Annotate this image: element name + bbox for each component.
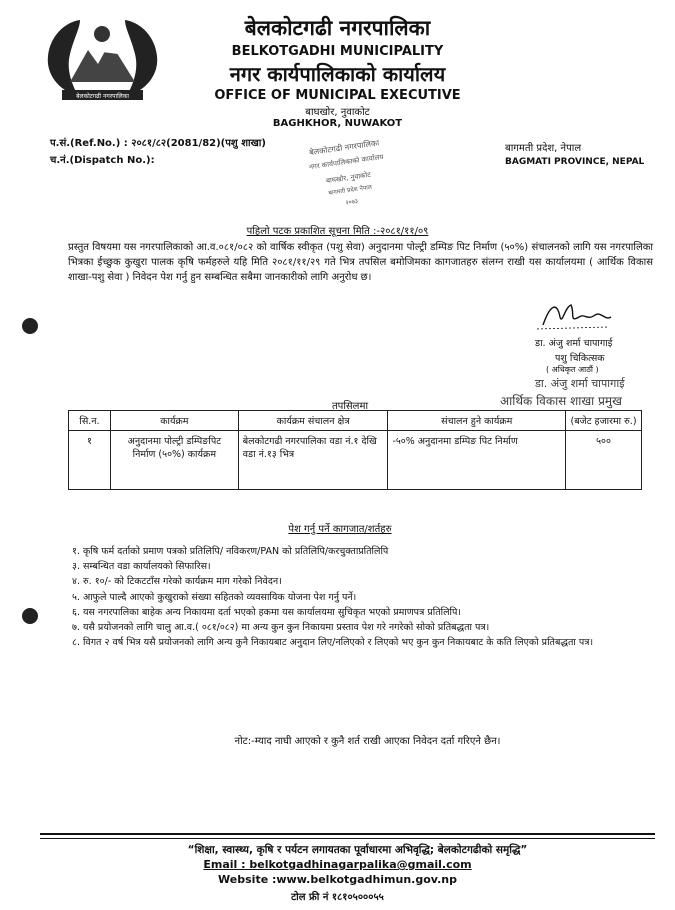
table-row <box>69 431 642 490</box>
handwritten-signature <box>535 295 615 335</box>
header-program: कार्यक्रम <box>110 411 238 431</box>
punch-hole-top <box>22 318 38 334</box>
office-name-np: नगर कार्यपालिकाको कार्यालय <box>229 62 446 86</box>
cell-serial: १ <box>69 431 111 490</box>
ref-label: प.सं.(Ref.No.) : <box>50 138 128 149</box>
header-activity: संचालन हुने कार्यक्रम <box>388 411 566 431</box>
office-name-en: OFFICE OF MUNICIPAL EXECUTIVE <box>214 88 461 103</box>
municipality-emblem <box>40 12 165 107</box>
list-item: १. कृषि फर्म दर्ताको प्रमाण पत्रको प्रतिलिपि/ नविकरण/PAN को प्रतिलिपि/करचुक्ताप्रतिलिपि <box>72 546 389 557</box>
municipality-name-en: BELKOTGADHI MUNICIPALITY <box>231 44 444 59</box>
stamp-line-3: बाघखोर, नुवाकोट <box>325 170 372 186</box>
stamp-line-5: २०७३ <box>345 197 359 207</box>
municipality-name-np: बेलकोटगढी नगरपालिका <box>244 16 431 40</box>
address-np: बाघखोर, नुवाकोट <box>305 107 370 118</box>
province-en: BAGMATI PROVINCE, NEPAL <box>505 157 645 167</box>
schedule-title: तपसिलमा <box>331 401 369 412</box>
list-item: ७. यसै प्रयोजनको लागि चालु आ.व.( ०८१/०८२) मा अन्य कुन कुन निकायमा प्रस्ताव पेश गरे नगरेको सोको प्रतिबद्धता पत्र। <box>72 622 490 634</box>
footer-divider <box>40 833 655 835</box>
list-item: ४. रु. १०/- को टिकटटाँस गरेको कार्यक्रम माग गरेको निवेदन। <box>72 576 282 588</box>
list-item: ६. यस नगरपालिका बाहेक अन्य निकायमा दर्ता भएको हकमा यस कार्यालयमा सुचिकृत भएको प्रमाणपत्र प्रतिलिपि। <box>72 606 461 618</box>
header-serial: सि.न. <box>69 411 111 431</box>
header-budget: (बजेट हजारमा रु.) <box>566 411 642 431</box>
list-item: ८. विगत २ वर्ष भित्र यसै प्रयोजनको लागि अन्य कुनै निकायबाट अनुदान लिए/नलिएको र लिएको भए कुन कुन निकायबाट के कति लिएको प्रतिबद्धता पत्र। <box>72 637 594 649</box>
reference-number <box>50 135 266 149</box>
cell-activity: -५०% अनुदानमा डम्पिङ पिट निर्माण <box>388 431 566 490</box>
signatory-designation: पशु चिकित्सक <box>555 353 605 364</box>
notice-body: प्रस्तुत विषयमा यस नगरपालिकाको आ.व.०८१/०८२ को वार्षिक स्वीकृत (पशु सेवा) अनुदानमा पोल्ट्री डम्पिङ पिट निर्माण (५०%) संचालनको लागि यस नगरपालिका भित्रका ईच्छुक कुखुरा पालक कृषि फर्महरुले यहि मिति २०८१/११/२९ गते भित्र तपसिल बमोजिमका कागजातहरु संलग्न राखी यस कार्यालयमा ( आर्थिक विकास शाखा-पशु सेवा ) निवेदन पेश गर्नु हुन सम्बन्धित सबैमा जानकारीको लागि अनुरोध छ। <box>68 242 653 283</box>
cell-program: अनुदानमा पोल्ट्री डम्पिङपिट निर्माण (५०%) कार्यक्रम <box>110 431 238 490</box>
signatory-name: डा. अंजु शर्मा चापागाई <box>535 338 613 349</box>
notice-title: पहिलो पटक प्रकाशित सूचना मिति :-२०८१/११/०९ <box>246 226 429 237</box>
name-stamp: डा. अंजु शर्मा चापागाई <box>535 377 625 390</box>
documents-list <box>72 544 652 650</box>
footer-website: Website :www.belkotgadhimun.gov.np <box>218 873 457 886</box>
ref-value: २०८१/८२(2081/82)(पशु शाखा) <box>131 138 266 149</box>
signatory-authority: ( अधिकृत आठौं ) <box>546 365 599 374</box>
stamp-line-2: नगर कार्यपालिकाको कार्यालय <box>308 152 384 172</box>
footer-divider-thin <box>40 838 655 839</box>
footer-slogan: “शिक्षा, स्वास्थ्य, कृषि र पर्यटन लगायतका पूर्वाधारमा अभिवृद्धि; बेलकोटगढीको समृद्धि” <box>187 844 528 856</box>
stamp-line-4: बागमती प्रदेश नेपाल <box>327 183 373 197</box>
address-en: BAGHKHOR, NUWAKOT <box>272 118 403 129</box>
table-header-row <box>69 411 642 431</box>
schedule-table <box>68 410 642 490</box>
cell-budget: ५०० <box>566 431 642 490</box>
footer-email: Email : belkotgadhinagarpalika@gmail.com <box>203 858 472 871</box>
footer-tollfree: टोल फ्री नं १८१०५०००५५ <box>291 892 384 903</box>
stamp-line-1: बेलकोटगढी नगरपालिका <box>308 138 380 158</box>
documents-title: पेश गर्नु पर्ने कागजात/शर्तहरु <box>288 524 392 535</box>
note: नोट:-म्याद नाघी आएको र कुनै शर्त राखी आएका निवेदन दर्ता गरिएने छैन। <box>234 736 501 747</box>
header-area: कार्यक्रम संचालन क्षेत्र <box>238 411 388 431</box>
list-item: ५. आफुले पाल्दै आएको कुखुराको संख्या सहितको व्यवसायिक योजना पेश गर्नु पर्ने। <box>72 591 357 603</box>
svg-text:बेलकोटगढी नगरपालिका: बेलकोटगढी नगरपालिका <box>76 93 129 100</box>
list-item: ३. सम्बन्धित वडा कार्यालयको सिफारिस। <box>72 561 211 573</box>
department-stamp: आर्थिक विकास शाखा प्रमुख <box>500 394 622 408</box>
dispatch-number: च.नं.(Dispatch No.): <box>50 155 155 166</box>
cell-area: बेलकोटगढी नगरपालिका वडा नं.१ देखि वडा नं.१३ भित्र <box>238 431 388 490</box>
province-np: बागमती प्रदेश, नेपाल <box>505 143 582 154</box>
punch-hole-bottom <box>22 608 38 624</box>
office-stamp <box>296 128 401 223</box>
